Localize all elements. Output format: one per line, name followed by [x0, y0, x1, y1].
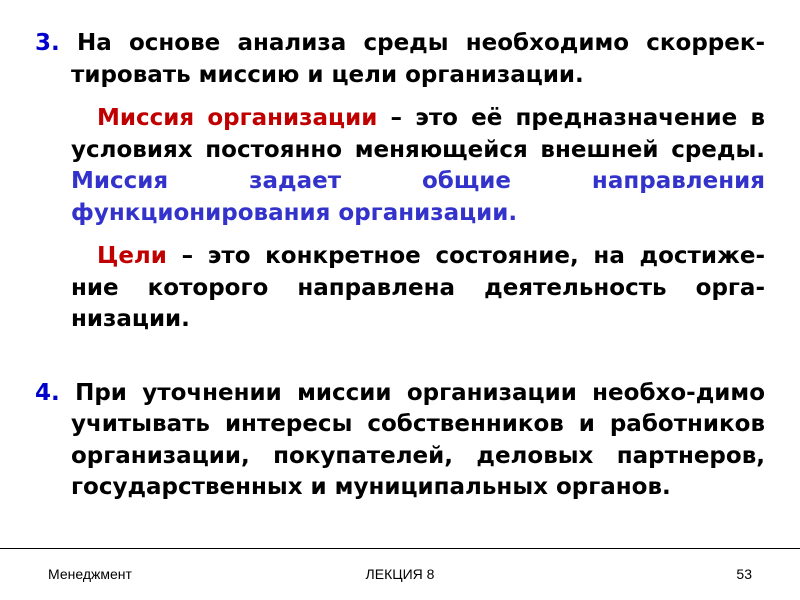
- goals-definition: – это конкретное состояние, на достиже-ние которого направлена деятельность орга-низации.: [71, 243, 765, 332]
- item-3-paragraph: [35, 28, 765, 91]
- goals-term: Цели: [97, 243, 167, 269]
- item-4-text: При уточнении миссии организации необхо-димо учитывать интересы собственников и работников организации, покупателей, деловых партнеров, государственных и муниципальных органов.: [59, 379, 765, 500]
- mission-paragraph: [35, 103, 765, 229]
- item-3-text: На основе анализа среды необходимо скоррек-тировать миссию и цели организации.: [59, 30, 765, 88]
- slide-content: [35, 28, 765, 504]
- item-3-number: 3.: [35, 30, 60, 56]
- footer-divider: [0, 548, 800, 549]
- footer-page-number: 53: [736, 566, 752, 582]
- footer-course: Менеджмент: [48, 566, 132, 582]
- item-4-paragraph: [35, 378, 765, 504]
- mission-term: Миссия организации: [97, 105, 378, 131]
- item-4-number: 4.: [35, 379, 60, 406]
- mission-note: Миссия задает общие направления функционирования организации.: [71, 168, 765, 226]
- mission-definition: – это её предназначение в условиях постоянно меняющейся внешней среды.: [71, 105, 765, 163]
- footer-lecture: ЛЕКЦИЯ 8: [365, 566, 435, 582]
- goals-paragraph: [35, 241, 765, 336]
